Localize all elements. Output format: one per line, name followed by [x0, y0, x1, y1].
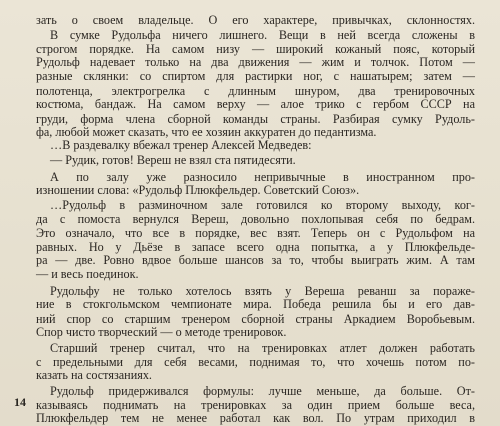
text-line: Рудольф надевает только на два движения — жим и толчок. Потом —	[36, 55, 475, 69]
text-line: Рудольф придерживался формулы: лучше меньше, да больше. От-	[50, 384, 475, 398]
text-line: изношении слова: «Рудольф Плюкфельдер. Советский Союз».	[36, 183, 360, 197]
text-line: груди, форма члена сборной команды страны. Разбирая сумку Рудоль-	[36, 112, 475, 126]
text-line: …Рудольф в разминочном зале готовился ко второму выходу, ког-	[50, 198, 475, 212]
text-line: да с помоста вернулся Вереш, довольно похлопывая себя по бедрам.	[36, 212, 475, 226]
text-line: А по залу уже разносило непривычные в иностранном про-	[50, 170, 475, 184]
text-line: Рудольфу не только хотелось взять у Вереша реванш за пораже-	[50, 284, 475, 298]
text-line: костюма, бандаж. На самом верху — алое трико с гербом СССР на	[36, 97, 475, 111]
text-line: ра — две. Ровно вдвое больше шансов за то, чтобы выиграть жим. А там	[36, 253, 475, 267]
text-line: разные склянки: со спиртом для растирки ног, с нашатырем; затем —	[36, 69, 475, 83]
text-line: ний спор со старшим тренером сборной страны Аркадием Воробьевым.	[36, 312, 475, 326]
text-line: Плюкфельдер тем не менее работал как вол. По утрам приходил в	[36, 411, 475, 425]
text-line: Спор чисто творческий — о методе тренировок.	[36, 325, 287, 339]
text-line: …В раздевалку вбежал тренер Алексей Медведев:	[50, 138, 312, 152]
text-line: — и весь поединок.	[36, 267, 139, 281]
text-line: равных. Но у Дьёзе в запасе всего одна попытка, а у Плюкфельде-	[36, 240, 475, 254]
text-line: В сумке Рудольфа ничего лишнего. Вещи в ней всегда сложены в	[50, 28, 475, 42]
text-line: Старший тренер считал, что на тренировках атлет должен работать	[50, 341, 475, 355]
text-line: казываясь поднимать на тренировках за один прием больше веса,	[36, 398, 475, 412]
text-line: фа, любой может сказать, что ее хозяин аккуратен до педантизма.	[36, 125, 377, 139]
page-number: 14	[14, 395, 26, 409]
text-line: — Рудик, готов! Вереш не взял ста пятидесяти.	[50, 153, 296, 167]
text-line: казать на состязаниях.	[36, 368, 152, 382]
text-line: ние в стокгольмском чемпионате мира. Победа решила бы и его дав-	[36, 297, 475, 311]
text-line: с предельными для себя весами, поднимая то, что хочешь потом по-	[36, 355, 475, 369]
text-line: зать о своем владельце. О его характере, привычках, склонностях.	[36, 13, 475, 27]
text-line: полотенца, электрогрелка с длинным шнуром, два тренировочных	[36, 84, 475, 98]
text-line: строгом порядке. На самом низу — широкий кожаный пояс, который	[36, 42, 475, 56]
text-line: Это означало, что все в порядке, вес взят. Теперь он с Рудольфом на	[36, 226, 475, 240]
